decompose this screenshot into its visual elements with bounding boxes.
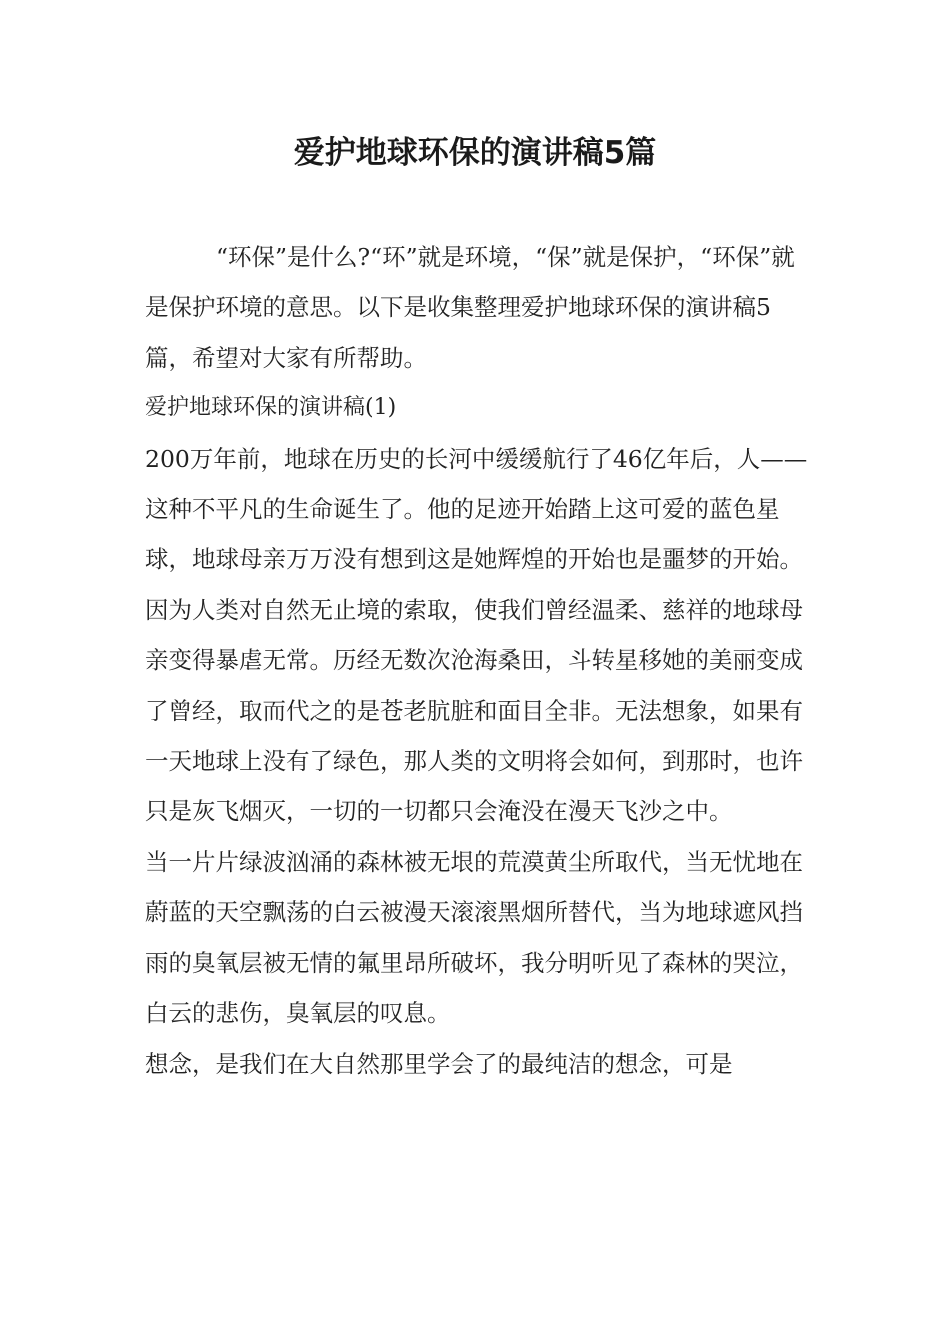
document-body	[145, 232, 810, 1089]
document-title: 爱护地球环保的演讲稿5篇	[293, 135, 657, 171]
body-paragraph-1: 200万年前，地球在历史的长河中缓缓航行了46亿年后，人——这种不平凡的生命诞生了。他的足迹开始踏上这可爱的蓝色星球，地球母亲万万没有想到这是她辉煌的开始也是噩梦的开始。	[145, 444, 808, 574]
body-paragraph-4: 想念，是我们在大自然那里学会了的最纯洁的想念，可是	[145, 1049, 733, 1078]
intro-paragraph: “环保”是什么?“环”就是环境，“保”就是保护，“环保”就是保护环境的意思。以下是收集整理爱护地球环保的演讲稿5篇，希望对大家有所帮助。	[145, 243, 795, 372]
body-paragraph-2: 因为人类对自然无止境的索取，使我们曾经温柔、慈祥的地球母亲变得暴虐无常。历经无数次沧海桑田，斗转星移她的美丽变成了曾经，取而代之的是苍老肮脏和面目全非。无法想象，如果有一天地球上没有了绿色，那人类的文明将会如何，到那时，也许只是灰飞烟灭，一切的一切都只会淹没在漫天飞沙之中。	[145, 595, 803, 826]
section-heading: 爱护地球环保的演讲稿(1)	[145, 395, 397, 421]
body-paragraph-3: 当一片片绿波汹涌的森林被无垠的荒漠黄尘所取代，当无忧地在蔚蓝的天空飘荡的白云被漫天滚滚黑烟所替代，当为地球遮风挡雨的臭氧层被无情的氟里昂所破坏，我分明听见了森林的哭泣，白云的悲伤，臭氧层的叹息。	[145, 847, 803, 1028]
